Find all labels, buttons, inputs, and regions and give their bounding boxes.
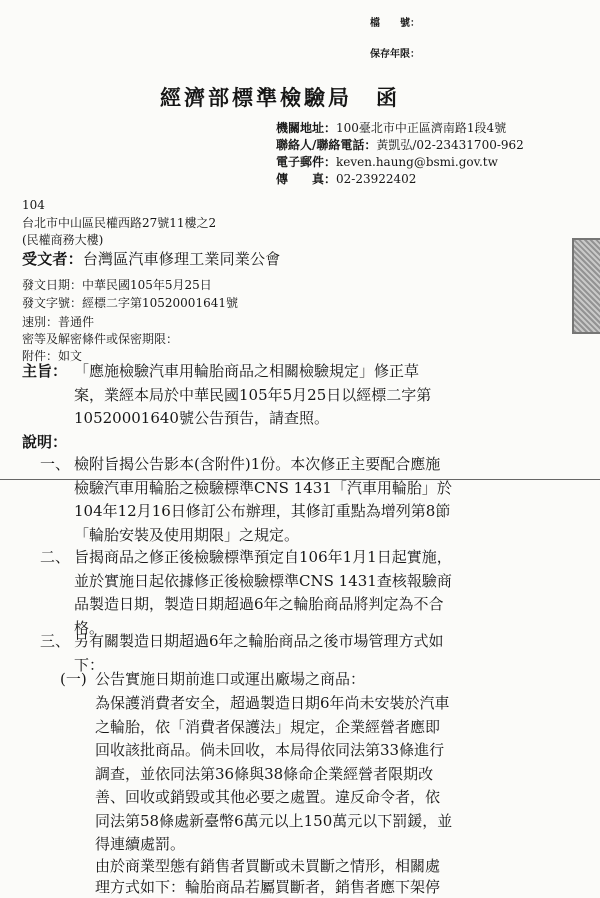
contact-phone-label: 聯絡人/聯絡電話： <box>276 138 377 152</box>
paragraph-line: 之輪胎，依「消費者保護法」規定，企業經營者應即 <box>95 717 441 736</box>
delivery-speed: 速別：普通件 <box>22 315 95 329</box>
file-number-label: 檔 號： <box>370 18 420 29</box>
contact-address-value: 100臺北市中正區濟南路1段4號 <box>336 121 507 135</box>
item-2-number: 二、 <box>40 548 71 566</box>
item-1-text <box>74 453 452 547</box>
retention-period-label: 保存年限： <box>370 49 420 60</box>
postal-code: 104 <box>22 198 45 212</box>
paragraph-line: 為保護消費者安全，超過製造日期6年尚未安裝於汽車 <box>95 694 450 712</box>
recipient-name: 台灣區汽車修理工業同業公會 <box>82 250 281 268</box>
item-line: 檢附旨揭公告影本(含附件)1份。本次修正主要配合應施 <box>74 455 441 473</box>
page-title: 經濟部標準檢驗局 函 <box>160 85 400 110</box>
recipient-label: 受文者： <box>22 250 83 268</box>
item-line: 品製造日期，製造日期超過6年之輪胎商品將判定為不合 <box>74 595 444 613</box>
contact-fax-value: 02-23922402 <box>336 172 417 186</box>
contact-email-label: 電子郵件： <box>276 155 337 169</box>
subject-label: 主旨： <box>22 362 68 380</box>
recipient <box>22 248 280 269</box>
item-line: 下： <box>74 655 105 674</box>
attachment: 附件：如文 <box>22 349 83 363</box>
paragraph-line: 由於商業型態有銷售者買斷或未買斷之情形，相關處 <box>95 857 441 875</box>
contact-fax <box>276 170 416 187</box>
contact-address <box>276 119 506 136</box>
item-line: 另有關製造日期超過6年之輪胎商品之後市場管理方式如 <box>74 632 444 650</box>
subject-text <box>74 360 431 431</box>
document-number: 發文字號：經標二字第10520001641號 <box>22 296 238 310</box>
paragraph-line: 回收該批商品。倘未回收，本局得依同法第33條進行 <box>95 741 445 759</box>
subitem-paragraph-1 <box>95 692 452 857</box>
confidentiality: 密等及解密條件或保密期限： <box>22 332 179 346</box>
issue-date: 發文日期：中華民國105年5月25日 <box>22 278 212 292</box>
recipient-building: (民權商務大樓) <box>22 233 104 247</box>
paragraph-line: 得連續處罰。 <box>95 835 186 853</box>
item-3-number: 三、 <box>40 632 71 650</box>
item-line: 格。 <box>74 618 105 637</box>
contact-fax-label: 傳 真： <box>276 172 337 186</box>
paragraph-line: 善、回收或銷毀或其他必要之處置。違反命令者，依 <box>95 788 441 806</box>
subject-line: 「應施檢驗汽車用輪胎商品之相關檢驗規定」修正草 <box>74 362 420 380</box>
paragraph-line: 調查，並依同法第36條與38條命企業經營者限期改 <box>95 764 434 783</box>
subject-line: 10520001640號公告預告，請查照。 <box>74 409 329 427</box>
item-line: 旨揭商品之修正後檢驗標準預定自106年1月1日起實施， <box>74 548 452 566</box>
item-1-number: 一、 <box>40 455 71 473</box>
explanation-label: 說明： <box>22 433 68 451</box>
contact-email-value: keven.haung@bsmi.gov.tw <box>336 155 498 169</box>
item-line: 並於實施日起依據修正後檢驗標準CNS 1431查核報驗商 <box>74 571 452 590</box>
subitem-paragraph-2 <box>95 856 440 898</box>
item-2-text <box>74 546 452 640</box>
contact-email <box>276 153 498 170</box>
contact-address-label: 機關地址： <box>276 121 337 135</box>
subitem-heading: 公告實施日期前進口或運出廠場之商品： <box>95 670 366 688</box>
subject-line: 案，業經本局於中華民國105年5月25日以經標二字第 <box>74 385 432 404</box>
item-line: 檢驗汽車用輪胎之檢驗標準CNS 1431「汽車用輪胎」於 <box>74 478 452 497</box>
recipient-address: 台北市中山區民權西路27號11樓之2 <box>22 216 217 230</box>
contact-phone-value: 黃凱弘/02-23431700-962 <box>376 138 524 152</box>
subitem-number: (一) <box>60 670 87 688</box>
contact-phone <box>276 136 524 153</box>
stamp-mark <box>572 238 600 334</box>
paragraph-line: 同法第58條處新臺幣6萬元以上150萬元以下罰鍰，並 <box>95 811 453 830</box>
item-line: 104年12月16日修訂公布辦理，其修訂重點為增列第8節 <box>74 502 451 520</box>
item-line: 「輪胎安裝及使用期限」之規定。 <box>74 525 300 544</box>
paragraph-line: 理方式如下：輪胎商品若屬買斷者，銷售者應下架停 <box>95 878 441 896</box>
